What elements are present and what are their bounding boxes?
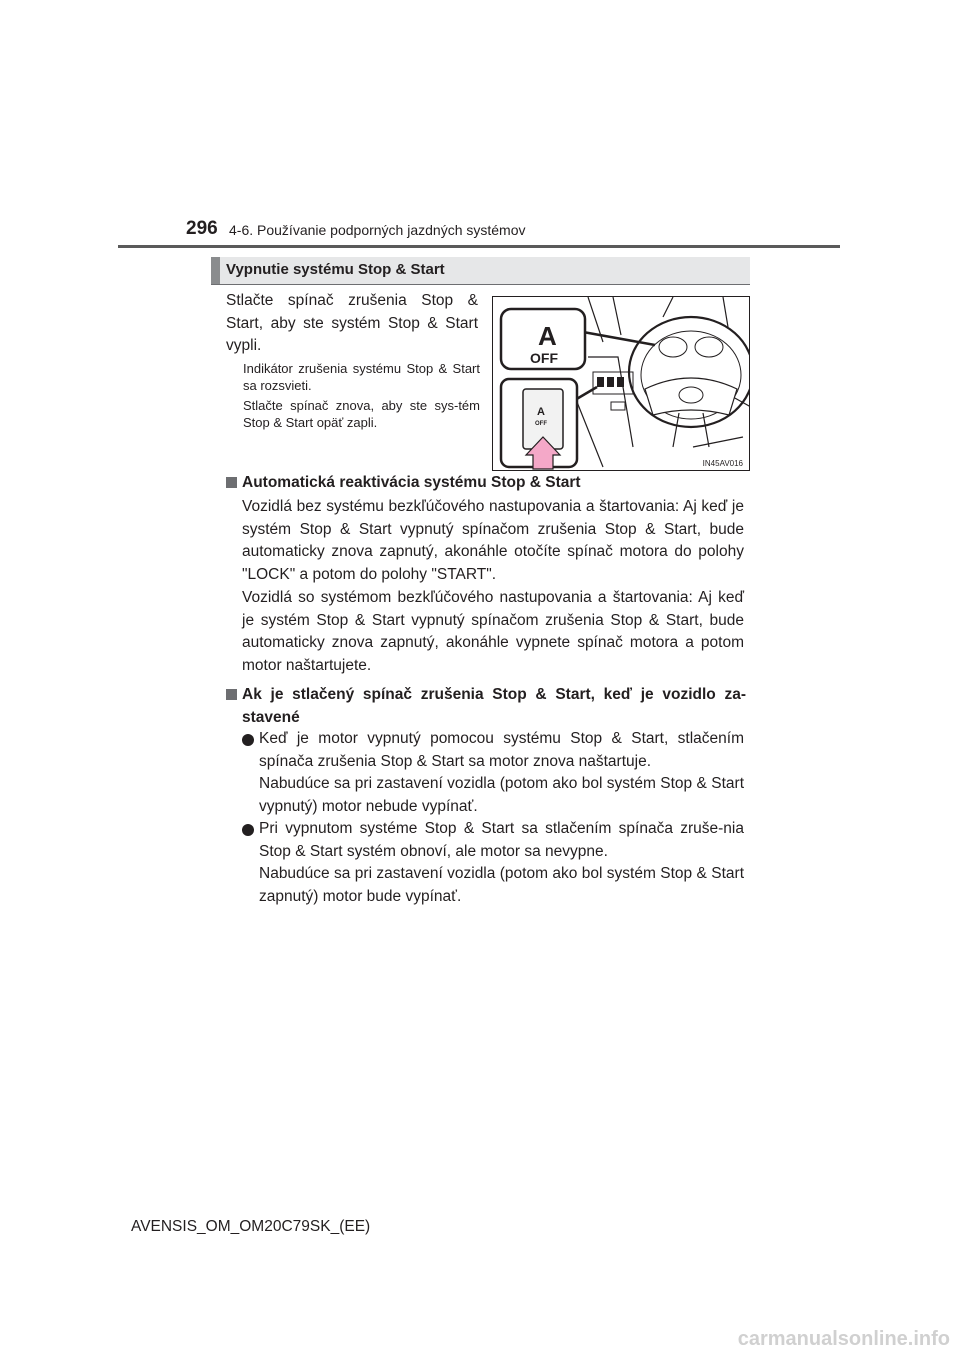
header-rule [118,245,840,248]
list-item [242,728,744,818]
paragraph-with-keyless: Vozidlá so systémom bezkľúčového nastupovania a štartovania: Aj keď je systém Stop & Start vypnutý spínačom zrušenia Stop & Start, bude automaticky znova zapnutý, akonáhle vypnete spínač motora a potom motor naštartujete. [242,589,744,674]
page-number: 296 [186,218,218,239]
round-bullet-icon [242,734,254,746]
list-item-text: Keď je motor vypnutý pomocou systému Stop & Start, stlačením spínača zrušenia Stop & Start sa motor znova naštartuje. [259,730,744,770]
paragraph-without-keyless: Vozidlá bez systému bezkľúčového nastupovania a štartovania: Aj keď je systém Stop & Start vypnutý spínačom zrušenia Stop & Start, bude automaticky znova zapnutý, akonáhle otočíte spínač motora do polohy "LOCK" a potom do polohy "START". [242,498,744,583]
intro-note-1: Indikátor zrušenia systému Stop & Start sa rozsvieti. [243,361,480,393]
heading-auto-reactivation-text: Automatická reaktivácia systému Stop & Start [242,474,581,491]
watermark: carmanualsonline.info [737,1328,950,1350]
square-bullet-icon [226,689,237,700]
switch-off-label: OFF [535,421,547,427]
intro-text: Stlačte spínač zrušenia Stop & Start, aby ste systém Stop & Start vypli. [226,292,478,354]
list-item-text: Pri vypnutom systéme Stop & Start sa stlačením spínača zruše-nia Stop & Start systém obnoví, ale motor sa nevypne. [259,820,744,860]
list-item-subtext: Nabudúce sa pri zastavení vozidla (potom ako bol systém Stop & Start zapnutý) motor bude vypínať. [259,865,744,905]
dashboard-illustration [492,296,750,471]
section-heading [211,257,750,285]
square-bullet-icon [226,477,237,488]
switch-a-symbol: A [537,406,545,418]
intro-note-2: Stlačte spínač znova, aby ste sys-tém Stop & Start opäť zapli. [243,398,480,430]
heading-auto-reactivation [226,472,746,495]
list-item-subtext: Nabudúce sa pri zastavení vozidla (potom ako bol systém Stop & Start vypnutý) motor nebude vypínať. [259,775,744,815]
section-title: Vypnutie systému Stop & Start [226,261,445,278]
chapter-title: 4-6. Používanie podporných jazdných systémov [229,222,526,238]
list-item [242,818,744,908]
document-code: AVENSIS_OM_OM20C79SK_(EE) [131,1218,371,1235]
heading-stopped-vehicle [226,684,746,729]
section-heading-bar [211,257,220,284]
figure-code: IN45AV016 [702,459,743,468]
callout-off-label: OFF [530,350,558,366]
round-bullet-icon [242,824,254,836]
heading-stopped-vehicle-text: Ak je stlačený spínač zrušenia Stop & Start, keď je vozidlo za-stavené [242,686,746,726]
callout-a-symbol: A [538,321,557,351]
dashboard-drawing [493,297,750,471]
